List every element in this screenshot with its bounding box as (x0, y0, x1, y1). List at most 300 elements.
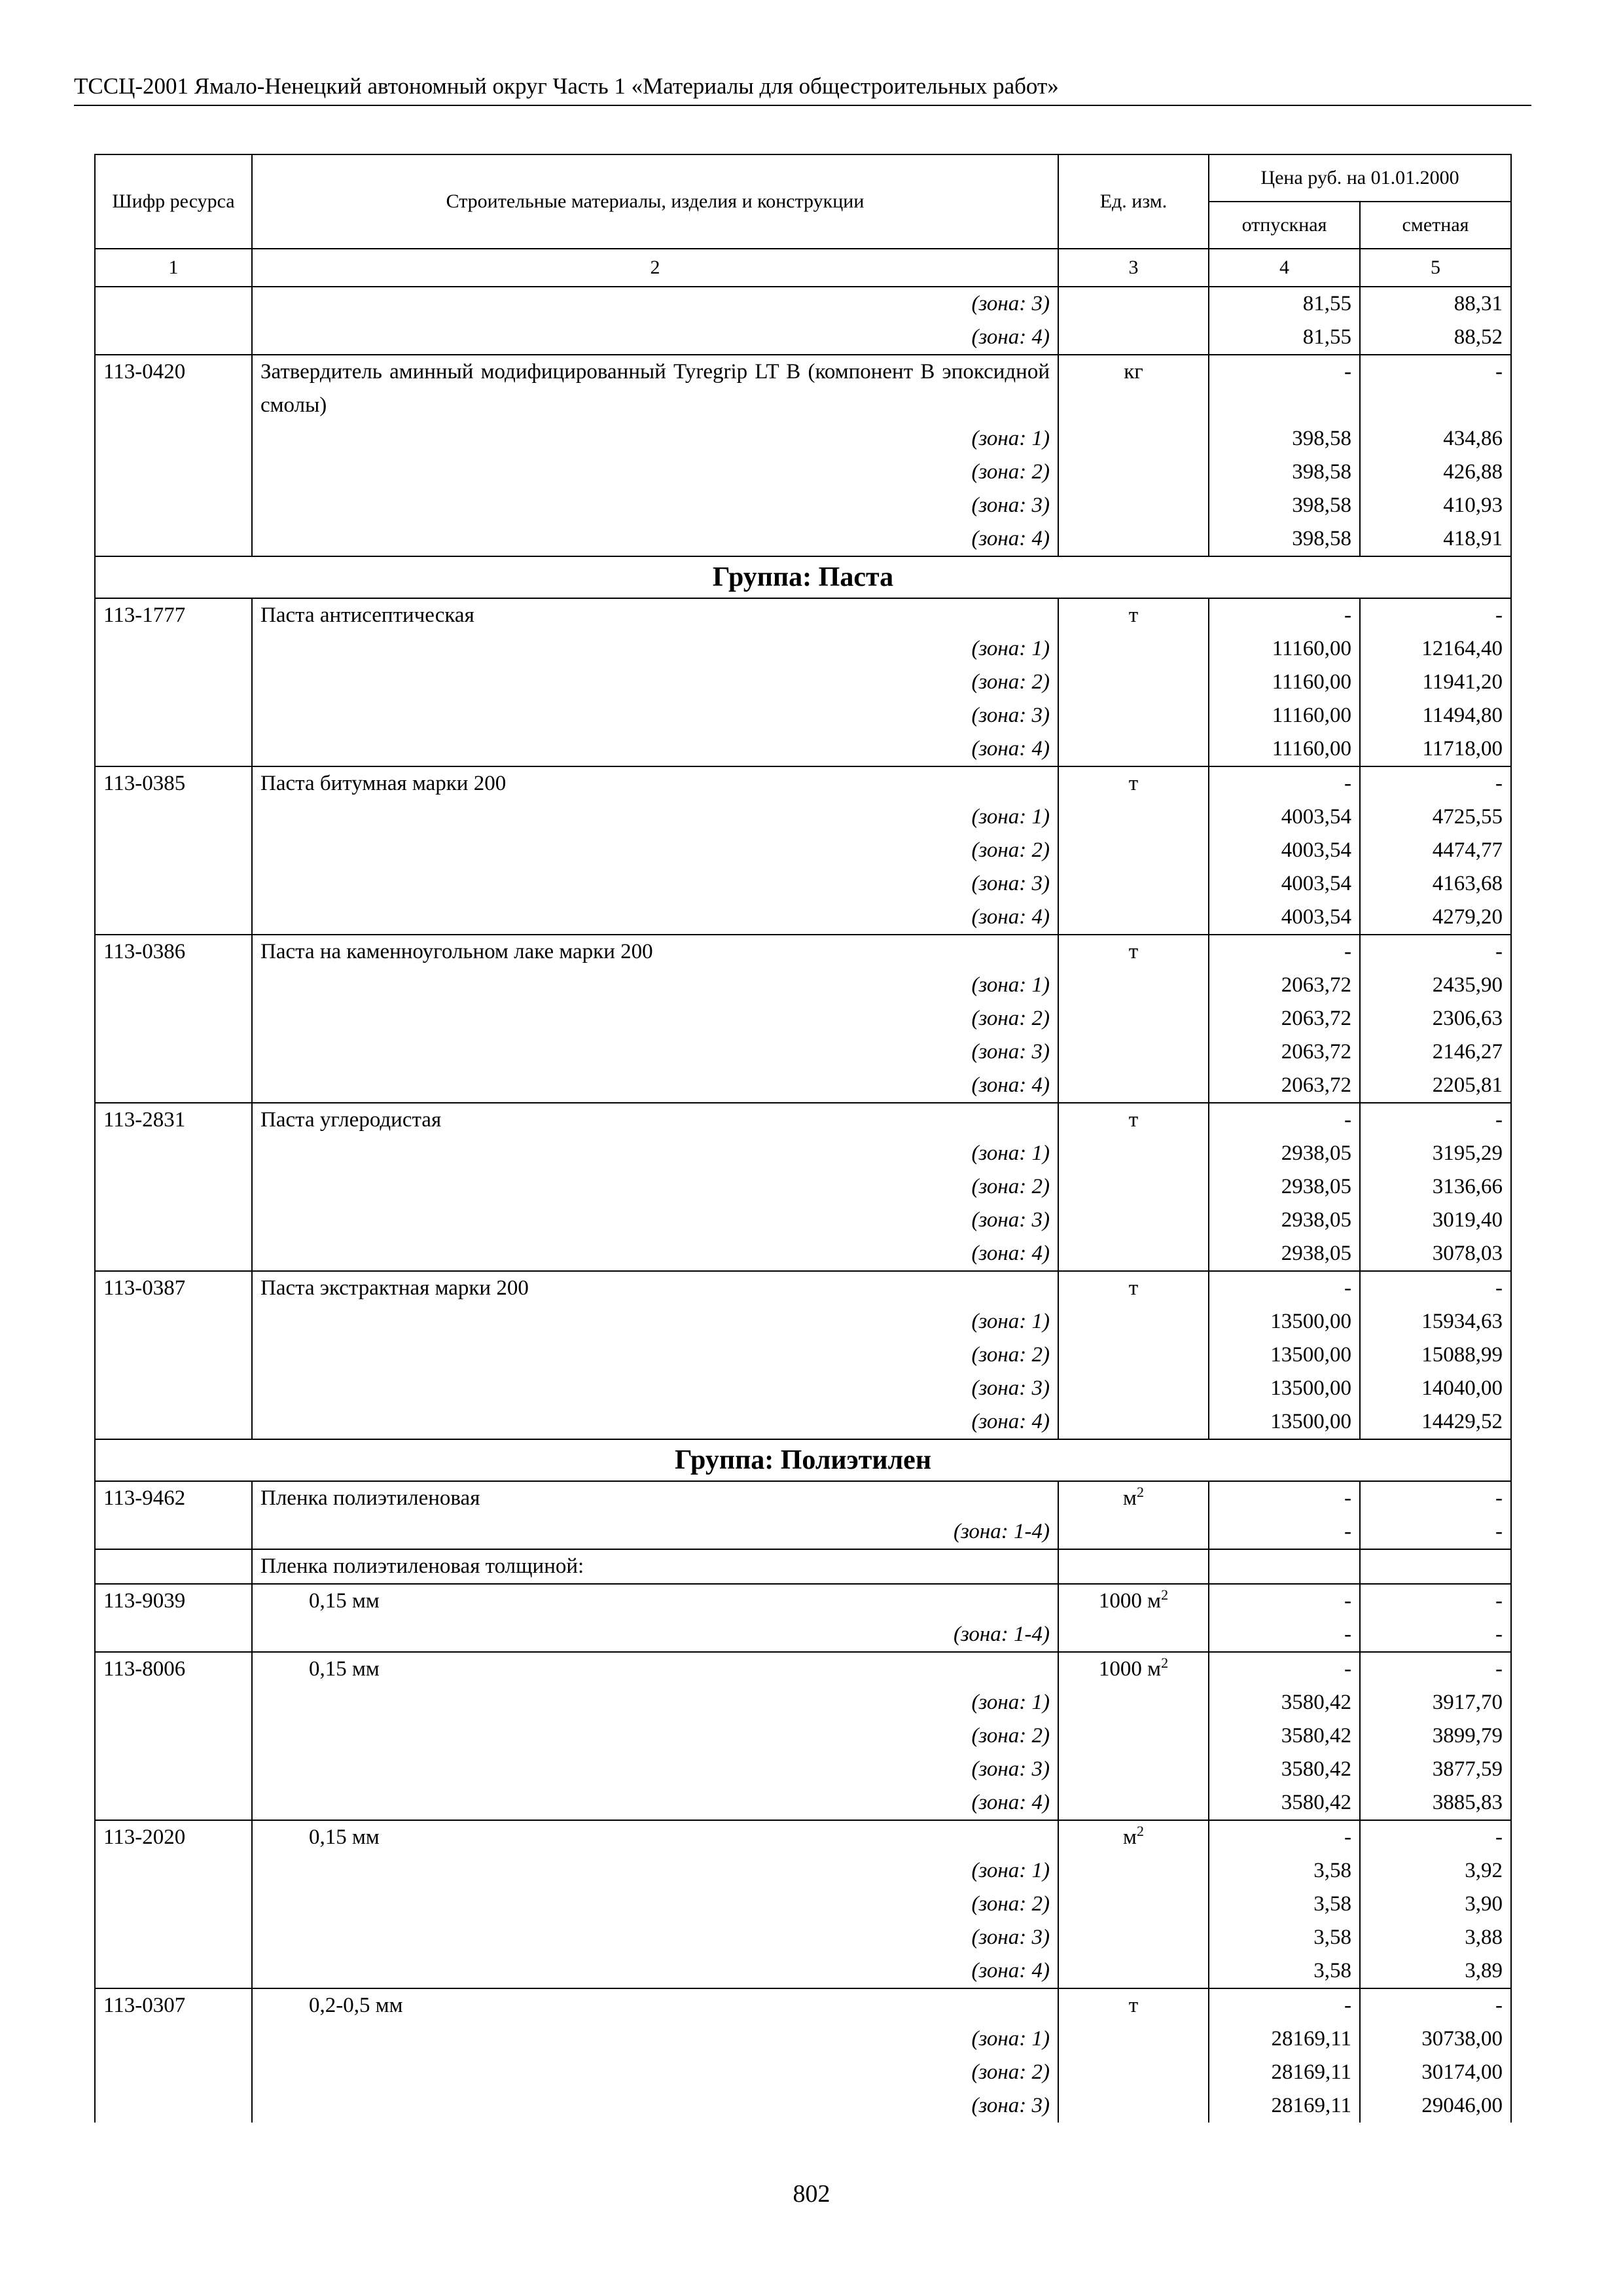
release-price: - (1209, 1271, 1360, 1305)
unit-superscript: 2 (1161, 1655, 1169, 1671)
unit-cell (1058, 1035, 1209, 1069)
zone-row (95, 632, 1511, 666)
unit-superscript: 2 (1136, 1823, 1144, 1839)
release-price: - (1209, 1103, 1360, 1137)
material-name (252, 1481, 1058, 1515)
release-price: - (1209, 355, 1360, 422)
zone-row (95, 1002, 1511, 1035)
resource-code (95, 834, 252, 867)
estimate-price: 3195,29 (1360, 1137, 1511, 1170)
release-price: 3,58 (1209, 1921, 1360, 1954)
table-row (95, 1481, 1511, 1515)
estimate-price: - (1360, 1652, 1511, 1686)
estimate-price: 2306,63 (1360, 1002, 1511, 1035)
release-price: - (1209, 766, 1360, 800)
release-price: 2063,72 (1209, 1002, 1360, 1035)
estimate-price: - (1360, 1820, 1511, 1854)
estimate-price: 3,89 (1360, 1954, 1511, 1988)
release-price: 2938,05 (1209, 1137, 1360, 1170)
zone-row (95, 1954, 1511, 1988)
unit-cell (1058, 1719, 1209, 1753)
resource-code (95, 2056, 252, 2089)
zone-row (95, 1237, 1511, 1271)
material-name (252, 1820, 1058, 1854)
material-name (252, 1271, 1058, 1305)
table-row (95, 1988, 1511, 2022)
release-price: - (1209, 1618, 1360, 1652)
table-row (95, 935, 1511, 969)
unit-cell (1058, 867, 1209, 901)
estimate-price: - (1360, 598, 1511, 632)
resource-code (95, 1237, 252, 1271)
unit-text: т (1128, 1108, 1139, 1132)
estimate-price: - (1360, 1515, 1511, 1549)
material-name-text: Паста антисептическая (260, 603, 474, 627)
zone-row (95, 522, 1511, 556)
estimate-price: 3885,83 (1360, 1786, 1511, 1820)
estimate-price: 4474,77 (1360, 834, 1511, 867)
zone-row (95, 800, 1511, 834)
zone-label: (зона: 2) (252, 1338, 1058, 1372)
release-price: 13500,00 (1209, 1338, 1360, 1372)
estimate-price: 14429,52 (1360, 1405, 1511, 1439)
zone-label: (зона: 3) (252, 489, 1058, 522)
resource-code (95, 1069, 252, 1103)
unit-superscript: 2 (1136, 1484, 1144, 1500)
col-unit-header: Ед. изм. (1058, 154, 1209, 249)
subheading-text: Пленка полиэтиленовая толщиной: (252, 1549, 1058, 1584)
release-price: - (1209, 1988, 1360, 2022)
resource-code (95, 456, 252, 489)
estimate-price: - (1360, 1103, 1511, 1137)
resource-code (95, 1338, 252, 1372)
resource-code (95, 1719, 252, 1753)
unit-cell (1058, 1069, 1209, 1103)
zone-row (95, 1372, 1511, 1405)
zone-label: (зона: 4) (252, 1069, 1058, 1103)
unit-cell (1058, 1481, 1209, 1515)
unit-cell (1058, 1103, 1209, 1137)
release-price: 28169,11 (1209, 2056, 1360, 2089)
zone-label: (зона: 4) (252, 1954, 1058, 1988)
resource-code (95, 1204, 252, 1237)
material-name (252, 935, 1058, 969)
col-name-header: Строительные материалы, изделия и конструкции (252, 154, 1058, 249)
release-price: 3,58 (1209, 1954, 1360, 1988)
table-body (95, 287, 1511, 2123)
col-code-header: Шифр ресурса (95, 154, 252, 249)
estimate-price: 11718,00 (1360, 732, 1511, 766)
unit-superscript: 2 (1161, 1587, 1169, 1603)
release-price: 2938,05 (1209, 1204, 1360, 1237)
resource-code: 113-1777 (95, 598, 252, 632)
subheading-row (95, 1549, 1511, 1584)
estimate-price: 426,88 (1360, 456, 1511, 489)
release-price: 11160,00 (1209, 699, 1360, 732)
resource-code (95, 1954, 252, 1988)
resource-code (95, 1372, 252, 1405)
release-price: 398,58 (1209, 522, 1360, 556)
zone-label: (зона: 4) (252, 1405, 1058, 1439)
zone-row (95, 321, 1511, 355)
material-name-text: 0,15 мм (309, 1657, 380, 1681)
material-name (252, 1652, 1058, 1686)
zone-label: (зона: 3) (252, 287, 1058, 321)
zone-row (95, 901, 1511, 935)
group-row (95, 1439, 1511, 1481)
release-price: - (1209, 1481, 1360, 1515)
zone-label: (зона: 2) (252, 834, 1058, 867)
unit-cell (1058, 1618, 1209, 1652)
col-number: 2 (252, 249, 1058, 287)
zone-label: (зона: 3) (252, 867, 1058, 901)
estimate-price: 88,31 (1360, 287, 1511, 321)
estimate-price: - (1360, 1988, 1511, 2022)
zone-row (95, 422, 1511, 456)
estimate-price: 4163,68 (1360, 867, 1511, 901)
unit-cell (1058, 1002, 1209, 1035)
release-price: 3580,42 (1209, 1719, 1360, 1753)
release-price: 2938,05 (1209, 1237, 1360, 1271)
estimate-price: 3019,40 (1360, 1204, 1511, 1237)
release-price: 4003,54 (1209, 800, 1360, 834)
unit-cell (1058, 834, 1209, 867)
unit-cell (1058, 598, 1209, 632)
material-name (252, 766, 1058, 800)
zone-label: (зона: 2) (252, 456, 1058, 489)
release-price: - (1209, 1584, 1360, 1618)
table-row (95, 1584, 1511, 1618)
resource-code: 113-2831 (95, 1103, 252, 1137)
material-name-text: Пленка полиэтиленовая (260, 1486, 480, 1510)
zone-label: (зона: 1) (252, 1137, 1058, 1170)
estimate-price (1360, 1549, 1511, 1584)
unit-text: м (1123, 1825, 1137, 1849)
zone-row (95, 456, 1511, 489)
estimate-price: 3,90 (1360, 1888, 1511, 1921)
unit-cell (1058, 355, 1209, 422)
zone-label: (зона: 1) (252, 632, 1058, 666)
zone-row (95, 1854, 1511, 1888)
unit-cell (1058, 969, 1209, 1002)
zone-row (95, 1753, 1511, 1786)
release-price: - (1209, 1515, 1360, 1549)
table-row (95, 1103, 1511, 1137)
zone-label: (зона: 3) (252, 1035, 1058, 1069)
unit-text: т (1128, 772, 1139, 795)
unit-text: т (1128, 940, 1139, 963)
unit-cell (1058, 1786, 1209, 1820)
zone-label: (зона: 4) (252, 1786, 1058, 1820)
release-price: - (1209, 935, 1360, 969)
release-price: 11160,00 (1209, 732, 1360, 766)
zone-row (95, 2056, 1511, 2089)
resource-code: 113-9462 (95, 1481, 252, 1515)
unit-text: т (1128, 603, 1139, 627)
zone-label: (зона: 2) (252, 1888, 1058, 1921)
zone-row (95, 1035, 1511, 1069)
resource-code (95, 969, 252, 1002)
unit-cell (1058, 1954, 1209, 1988)
table-row (95, 598, 1511, 632)
unit-cell (1058, 1686, 1209, 1719)
unit-cell (1058, 489, 1209, 522)
estimate-price: 418,91 (1360, 522, 1511, 556)
release-price: - (1209, 598, 1360, 632)
resource-code: 113-0385 (95, 766, 252, 800)
resource-code: 113-0387 (95, 1271, 252, 1305)
zone-row (95, 1686, 1511, 1719)
estimate-price: - (1360, 766, 1511, 800)
material-name-text: 0,15 мм (309, 1589, 380, 1613)
resource-code: 113-8006 (95, 1652, 252, 1686)
material-name-text: 0,2-0,5 мм (309, 1994, 403, 2017)
release-price: 28169,11 (1209, 2089, 1360, 2123)
unit-cell (1058, 1888, 1209, 1921)
unit-cell (1058, 1584, 1209, 1618)
resource-code (95, 666, 252, 699)
unit-cell (1058, 1988, 1209, 2022)
resource-code: 113-0386 (95, 935, 252, 969)
unit-cell (1058, 1652, 1209, 1686)
material-name-text: Затвердитель аминный модифицированный Tyregrip LT B (компонент В эпоксидной смолы) (260, 360, 1050, 417)
table-row (95, 1652, 1511, 1686)
resource-code: 113-9039 (95, 1584, 252, 1618)
release-price: 3580,42 (1209, 1753, 1360, 1786)
release-price: - (1209, 1652, 1360, 1686)
zone-row (95, 1204, 1511, 1237)
resource-code (95, 867, 252, 901)
material-name (252, 598, 1058, 632)
zone-label: (зона: 4) (252, 732, 1058, 766)
resource-code (95, 1618, 252, 1652)
unit-cell (1058, 1271, 1209, 1305)
estimate-price: 3136,66 (1360, 1170, 1511, 1204)
zone-row (95, 732, 1511, 766)
release-price: 13500,00 (1209, 1405, 1360, 1439)
release-price: 2938,05 (1209, 1170, 1360, 1204)
zone-label: (зона: 1) (252, 1305, 1058, 1338)
material-name-text: Паста экстрактная марки 200 (260, 1276, 529, 1300)
unit-cell (1058, 1338, 1209, 1372)
table-row (95, 1820, 1511, 1854)
zone-row (95, 867, 1511, 901)
zone-label: (зона: 2) (252, 2056, 1058, 2089)
col-number: 4 (1209, 249, 1360, 287)
release-price: 81,55 (1209, 287, 1360, 321)
estimate-price: 3917,70 (1360, 1686, 1511, 1719)
release-price: - (1209, 1820, 1360, 1854)
estimate-price: 11494,80 (1360, 699, 1511, 732)
unit-cell (1058, 935, 1209, 969)
resource-code (95, 2022, 252, 2056)
resource-code (95, 1035, 252, 1069)
release-price: 13500,00 (1209, 1372, 1360, 1405)
estimate-price: 30738,00 (1360, 2022, 1511, 2056)
zone-label: (зона: 3) (252, 1204, 1058, 1237)
resource-code (95, 1888, 252, 1921)
zone-row (95, 1137, 1511, 1170)
estimate-price: 434,86 (1360, 422, 1511, 456)
estimate-price: - (1360, 355, 1511, 422)
material-name (252, 1103, 1058, 1137)
unit-cell (1058, 1137, 1209, 1170)
zone-row (95, 1888, 1511, 1921)
zone-row (95, 489, 1511, 522)
estimate-price: 29046,00 (1360, 2089, 1511, 2123)
unit-cell (1058, 1515, 1209, 1549)
zone-label: (зона: 1-4) (252, 1618, 1058, 1652)
material-name-text: 0,15 мм (309, 1825, 380, 1849)
estimate-price: 14040,00 (1360, 1372, 1511, 1405)
unit-text: 1000 м (1098, 1589, 1162, 1613)
estimate-price: 2435,90 (1360, 969, 1511, 1002)
zone-label: (зона: 3) (252, 1753, 1058, 1786)
resource-code: 113-0307 (95, 1988, 252, 2022)
zone-label: (зона: 3) (252, 2089, 1058, 2123)
release-price: 398,58 (1209, 489, 1360, 522)
group-row (95, 556, 1511, 598)
estimate-price: 410,93 (1360, 489, 1511, 522)
material-name-text: Паста на каменноугольном лаке марки 200 (260, 940, 653, 963)
material-name (252, 1584, 1058, 1618)
unit-cell (1058, 1204, 1209, 1237)
zone-label: (зона: 1) (252, 800, 1058, 834)
col-number: 3 (1058, 249, 1209, 287)
zone-label: (зона: 2) (252, 1170, 1058, 1204)
zone-label: (зона: 3) (252, 1372, 1058, 1405)
price-table (94, 154, 1512, 2123)
unit-cell (1058, 1372, 1209, 1405)
release-price: 13500,00 (1209, 1305, 1360, 1338)
zone-row (95, 1515, 1511, 1549)
zone-label: (зона: 1) (252, 2022, 1058, 2056)
zone-label: (зона: 1) (252, 1854, 1058, 1888)
resource-code (95, 732, 252, 766)
estimate-price: 3,92 (1360, 1854, 1511, 1888)
zone-label: (зона: 1-4) (252, 1515, 1058, 1549)
resource-code (95, 1002, 252, 1035)
material-name-text: Паста углеродистая (260, 1108, 442, 1132)
zone-label: (зона: 1) (252, 969, 1058, 1002)
zone-label: (зона: 1) (252, 1686, 1058, 1719)
table-row (95, 766, 1511, 800)
zone-row (95, 1405, 1511, 1439)
group-title: Группа: Паста (95, 556, 1511, 598)
resource-code (95, 1549, 252, 1584)
unit-cell (1058, 1405, 1209, 1439)
estimate-price: 88,52 (1360, 321, 1511, 355)
resource-code (95, 287, 252, 321)
resource-code (95, 489, 252, 522)
col-number: 5 (1360, 249, 1511, 287)
unit-cell (1058, 287, 1209, 321)
unit-cell (1058, 632, 1209, 666)
unit-cell (1058, 1170, 1209, 1204)
unit-text: м (1123, 1486, 1137, 1510)
resource-code (95, 1854, 252, 1888)
release-price: 81,55 (1209, 321, 1360, 355)
col-number: 1 (95, 249, 252, 287)
unit-cell (1058, 1237, 1209, 1271)
release-price: 3580,42 (1209, 1686, 1360, 1719)
zone-row (95, 2089, 1511, 2123)
table-row (95, 1271, 1511, 1305)
col-price-header: Цена руб. на 01.01.2000 (1209, 154, 1511, 202)
zone-row (95, 2022, 1511, 2056)
unit-cell (1058, 1820, 1209, 1854)
unit-cell (1058, 1753, 1209, 1786)
release-price: 2063,72 (1209, 969, 1360, 1002)
zone-label: (зона: 2) (252, 1719, 1058, 1753)
resource-code (95, 422, 252, 456)
header-rule (74, 105, 1531, 106)
material-name (252, 1988, 1058, 2022)
zone-label: (зона: 4) (252, 522, 1058, 556)
unit-cell (1058, 699, 1209, 732)
unit-text: 1000 м (1098, 1657, 1162, 1681)
estimate-price: 30174,00 (1360, 2056, 1511, 2089)
col-release-header: отпускная (1209, 202, 1360, 249)
unit-cell (1058, 800, 1209, 834)
resource-code (95, 1686, 252, 1719)
unit-cell (1058, 522, 1209, 556)
zone-row (95, 969, 1511, 1002)
zone-row (95, 1719, 1511, 1753)
estimate-price: 3,88 (1360, 1921, 1511, 1954)
col-estimate-header: сметная (1360, 202, 1511, 249)
unit-text: т (1128, 1276, 1139, 1300)
release-price: 4003,54 (1209, 901, 1360, 935)
resource-code (95, 1786, 252, 1820)
resource-code (95, 901, 252, 935)
release-price: 398,58 (1209, 422, 1360, 456)
resource-code (95, 800, 252, 834)
resource-code: 113-2020 (95, 1820, 252, 1854)
unit-cell (1058, 2089, 1209, 2123)
release-price: 4003,54 (1209, 834, 1360, 867)
unit-cell (1058, 1549, 1209, 1584)
unit-cell (1058, 1854, 1209, 1888)
zone-row (95, 1069, 1511, 1103)
resource-code (95, 522, 252, 556)
zone-label: (зона: 4) (252, 1237, 1058, 1271)
estimate-price: 12164,40 (1360, 632, 1511, 666)
release-price: 3,58 (1209, 1854, 1360, 1888)
zone-row (95, 1338, 1511, 1372)
release-price (1209, 1549, 1360, 1584)
estimate-price: - (1360, 1271, 1511, 1305)
running-header: ТССЦ-2001 Ямало-Ненецкий автономный округ Часть 1 «Материалы для общестроительных работ» (74, 73, 1059, 99)
resource-code (95, 1753, 252, 1786)
resource-code (95, 1921, 252, 1954)
estimate-price: 15088,99 (1360, 1338, 1511, 1372)
unit-cell (1058, 422, 1209, 456)
zone-label: (зона: 2) (252, 1002, 1058, 1035)
estimate-price: - (1360, 935, 1511, 969)
unit-cell (1058, 2056, 1209, 2089)
resource-code (95, 1515, 252, 1549)
estimate-price: 4279,20 (1360, 901, 1511, 935)
estimate-price: 4725,55 (1360, 800, 1511, 834)
resource-code (95, 1405, 252, 1439)
release-price: 398,58 (1209, 456, 1360, 489)
zone-row (95, 1786, 1511, 1820)
estimate-price: - (1360, 1481, 1511, 1515)
unit-text: т (1128, 1994, 1139, 2017)
release-price: 11160,00 (1209, 632, 1360, 666)
resource-code (95, 1305, 252, 1338)
